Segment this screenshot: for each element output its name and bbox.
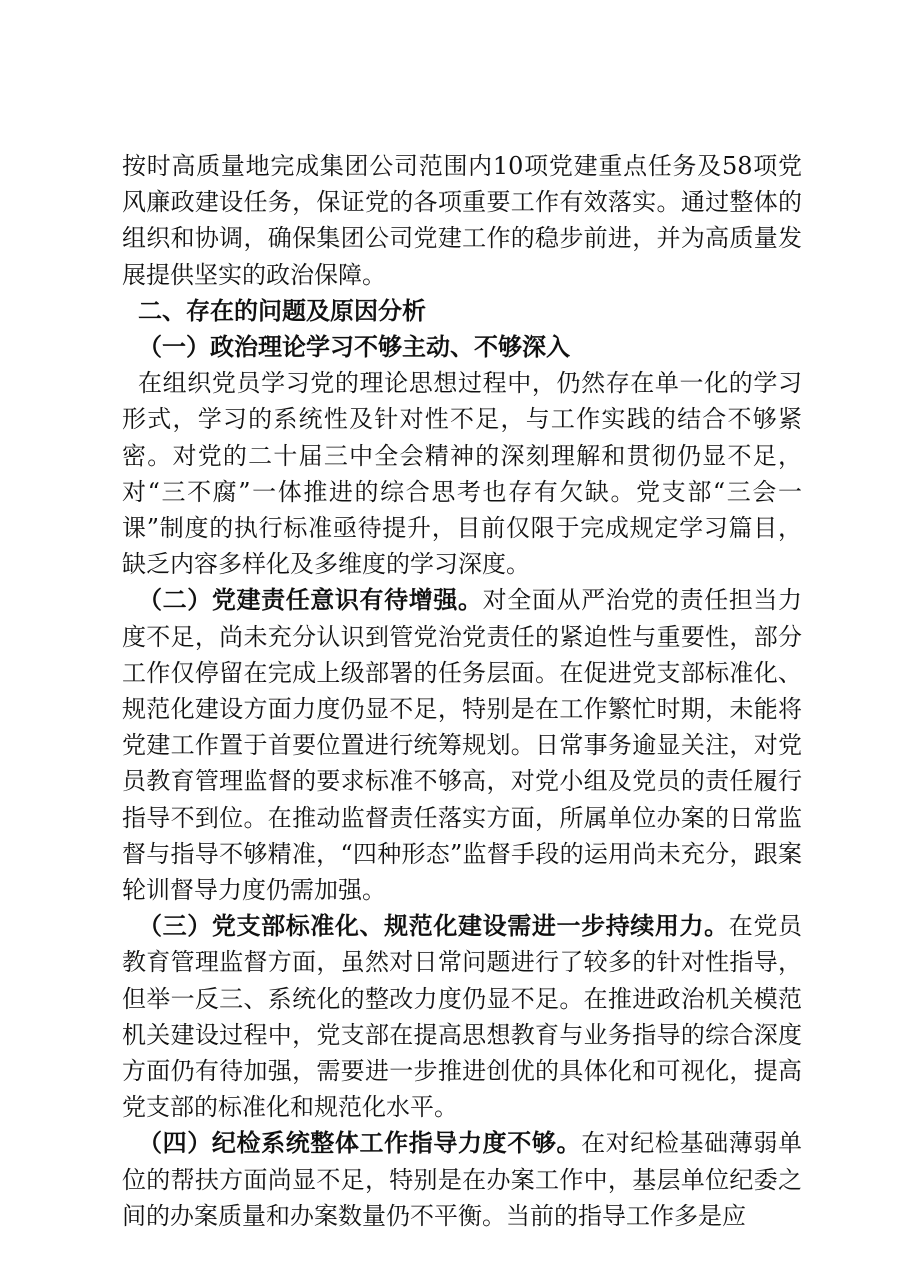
subsection-body-1: 在组织党员学习党的理论思想过程中，仍然存在单一化的学习形式，学习的系统性及针对性不足，与工作实践的结合不够紧密。对党的二十届三中全会精神的深刻理解和贯彻仍显不足，对“三不腐”一体推进的综合思考也存有欠缺。党支部“三会一课”制度的执行标准亟待提升，目前仅限于完成规定学习篇目，缺乏内容多样化及多维度的学习深度。 — [122, 369, 802, 579]
subsection-lead-4: （四）纪检系统整体工作指导力度不够。 — [138, 1128, 582, 1158]
subsection-body-4: 在对纪检基础薄弱单位的帮扶方面尚显不足，特别是在办案工作中，基层单位纪委之间的办案质量和办案数量仍不平衡。当前的指导工作多是应 — [122, 1129, 803, 1230]
subsection-lead-3: （三）党支部标准化、规范化建设需进一步持续用力。 — [138, 911, 729, 941]
intro-paragraph: 按时高质量地完成集团公司范围内10项党建重点任务及58项党风廉政建设任务，保证党的各项重要工作有效落实。通过整体的组织和协调，确保集团公司党建工作的稳步前进，并为高质量发展提供坚实的政治保障。 — [122, 152, 802, 289]
document-body — [122, 148, 802, 1234]
subsection-paragraph-4 — [122, 1125, 802, 1234]
subsection-body-3: 在党员教育管理监督方面，虽然对日常问题进行了较多的针对性指导，但举一反三、系统化的整改力度仍显不足。在推进政治机关模范机关建设过程中，党支部在提高思想教育与业务指导的综合深度方面仍有待加强，需要进一步推进创优的具体化和可视化，提高党支部的标准化和规范化水平。 — [122, 912, 803, 1122]
subsection-paragraph-3 — [122, 908, 802, 1125]
section-heading: 二、存在的问题及原因分析 — [138, 296, 426, 325]
subsection-body-2: 对全面从严治党的责任担当力度不足，尚未充分认识到管党治党责任的紧迫性与重要性，部分工作仅停留在完成上级部署的任务层面。在促进党支部标准化、规范化建设方面力度仍显不足，特别是在工作繁忙时期，未能将党建工作置于首要位置进行统筹规划。日常事务逾显关注，对党员教育管理监督的要求标准不够高，对党小组及党员的责任履行指导不到位。在推动监督责任落实方面，所属单位办案的日常监督与指导不够精准，“四种形态”监督手段的运用尚未充分，跟案轮训督导力度仍需加强。 — [122, 586, 803, 905]
subsection-paragraph-2 — [122, 582, 802, 908]
subsection-lead-2: （二）党建责任意识有待增强。 — [138, 585, 483, 615]
subsection-heading-1: （一）政治理论学习不够主动、不够深入 — [138, 332, 570, 362]
